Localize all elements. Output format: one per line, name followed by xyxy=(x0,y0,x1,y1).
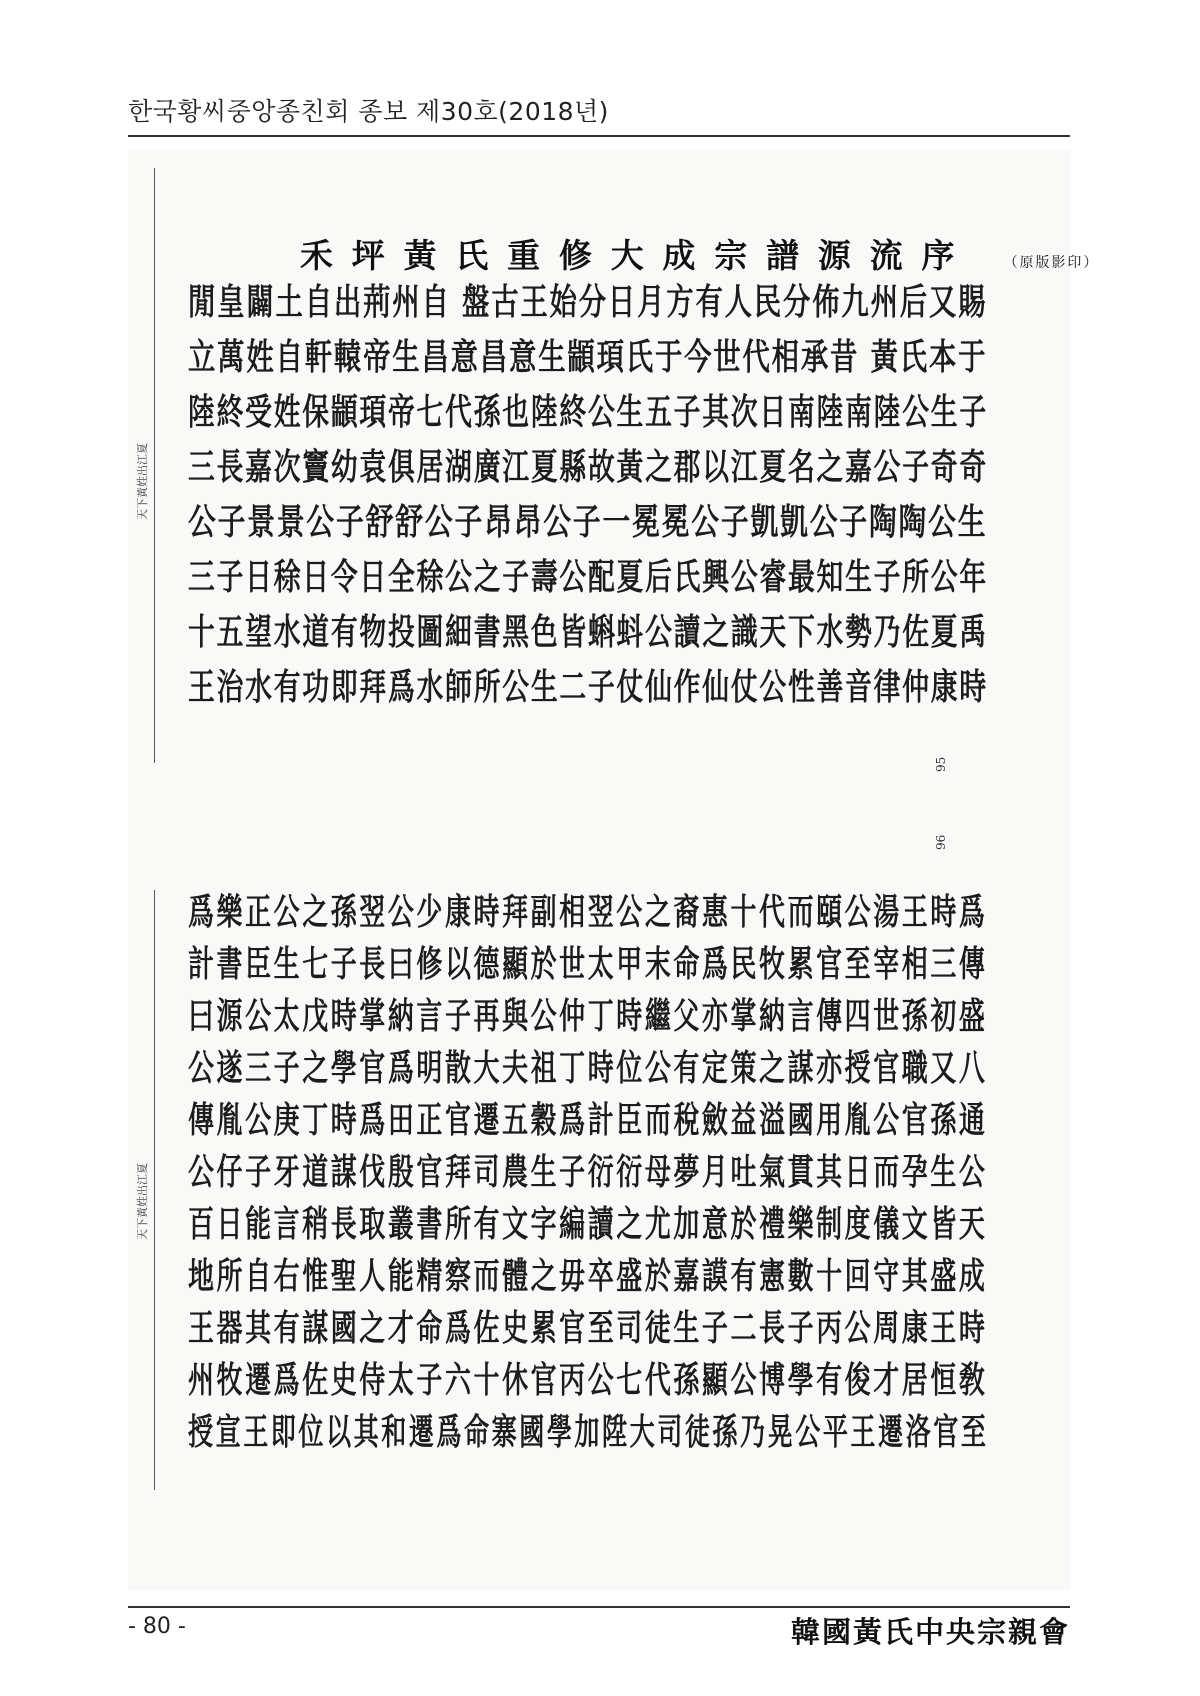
publisher-logo: 韓國黃氏中央宗親會 xyxy=(790,1615,1070,1649)
text-line: 授宣王即位以其和遷爲命寨國學加陞大司徒孫乃晃公平王遷洛官至 xyxy=(188,1411,989,1453)
text-line: 三長嘉次竇幼袁俱居湖廣江夏縣故黃之郡以江夏名之嘉公子奇奇 xyxy=(188,446,988,488)
text-line: 王器其有謀國之才命爲佐史累官至司徒生子二長子丙公周康王時 xyxy=(188,1307,988,1349)
text-line: 計書臣生七子長曰修以德顯於世太甲末命爲民牧累官至宰相三傳 xyxy=(188,943,988,985)
header-rule xyxy=(128,135,1070,137)
text-line: 王治水有功即拜爲水師所公生二子仗仙作仙仗公性善音律仲康時 xyxy=(188,666,988,708)
text-line: 公子景景公子舒舒公子昂昂公子一冕冕公子凱凱公子陶陶公生 xyxy=(188,501,988,543)
preface-title-text: 禾坪黃氏重修大成宗譜源流序 xyxy=(300,236,974,275)
text-line: 三子日稌日令日全稌公之子壽公配夏后氏興公睿最知生子所公年 xyxy=(188,556,988,598)
text-line: 公遂三子之學官爲明散大夫祖丁時位公有定策之謀亦授官職又八 xyxy=(188,1047,988,1089)
text-line: 百日能言稍長取叢書所有文字編讀之尤加意於禮樂制度儀文皆天 xyxy=(188,1203,988,1245)
left-margin-rule-top xyxy=(154,168,155,763)
text-line: 十五望水道有物投圖細書黑色皆蝌蚪公讀之識天下水勢乃佐夏禹 xyxy=(188,611,988,653)
text-line: 立萬姓自軒轅帝生昌意昌意生顓頊氏于今世代相承昔 黃氏本于 xyxy=(188,336,988,378)
text-line: 閒皇闢土自出荊州自 盤古王始分日月方有人民分佈九州后又賜 xyxy=(188,281,988,323)
page-number-bottom: 96 xyxy=(934,834,948,850)
text-line: 地所自右惟聖人能精察而體之毋卒盛於嘉謨有憲數十回守其盛成 xyxy=(188,1255,988,1297)
page-number-top: 95 xyxy=(934,756,948,772)
book-page-bottom xyxy=(128,834,1070,1580)
text-line: 公仔子牙道謀伐殷官拜司農生子衍衍母夢月吐氣貫其日而孕生公 xyxy=(188,1151,988,1193)
running-title-bottom: 天下黃姓出江夏 xyxy=(136,1163,149,1240)
text-line: 曰源公太戊時掌納言子再與公仲丁時繼父亦掌納言傳四世孫初盛 xyxy=(188,995,988,1037)
footer-rule xyxy=(128,1606,1070,1608)
running-title-top: 天下黃姓出江夏 xyxy=(136,443,149,520)
footer-page-number: - 80 - xyxy=(128,1614,186,1639)
text-line: 爲樂正公之孫翌公少康時拜副相翌公之裔惠十代而頤公湯王時爲 xyxy=(188,891,988,933)
scanned-book-spread xyxy=(128,150,1100,1590)
preface-title xyxy=(300,230,1099,277)
page-header: 한국황씨중앙종친회 종보 제30호(2018년) xyxy=(128,97,609,126)
left-margin-rule-bottom xyxy=(154,890,155,1490)
preface-title-note: （原版影印） xyxy=(1003,255,1100,271)
text-line: 傳胤公庚丁時爲田正官遷五穀爲計臣而稅斂益溢國用胤公官孫通 xyxy=(188,1099,988,1141)
book-page-top xyxy=(128,160,1100,860)
text-line: 陸終受姓保顓頊帝七代孫也陸終公生五子其次日南陸南陸公生子 xyxy=(188,391,988,433)
text-line: 州牧遷爲佐史侍太子六十休官丙公七代孫顯公博學有俊才居恒敎 xyxy=(188,1359,988,1401)
